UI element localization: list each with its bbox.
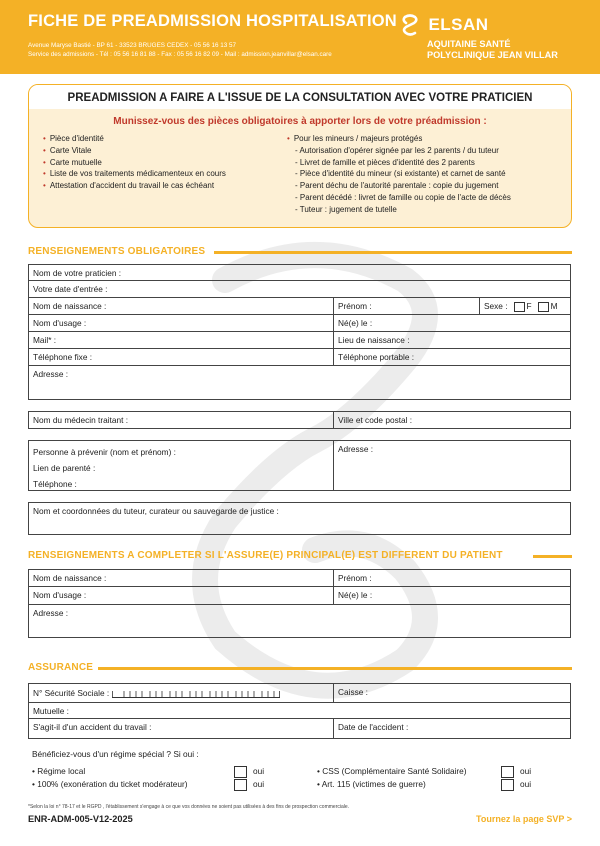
email-field[interactable]: Mail* :: [29, 332, 334, 348]
oui-label: oui: [253, 779, 265, 789]
caisse-field[interactable]: Caisse :: [338, 687, 368, 697]
brand-name: ELSAN: [428, 15, 489, 34]
css-label: • CSS (Complémentaire Santé Solidaire): [317, 766, 467, 776]
required-documents-box: [28, 84, 572, 228]
brand-subtitle-1: AQUITAINE SANTÉ: [427, 39, 511, 49]
documents-list-right: [287, 133, 571, 216]
insured-usage-name-field[interactable]: Nom d'usage :: [29, 587, 334, 604]
address-field[interactable]: Adresse :: [33, 369, 69, 379]
mutuelle-field[interactable]: Mutuelle :: [33, 706, 69, 716]
mandatory-info-form: [28, 264, 571, 535]
css-checkbox[interactable]: [501, 766, 514, 778]
section-rule: [533, 555, 572, 558]
birth-place-field[interactable]: Lieu de naissance :: [338, 335, 410, 345]
section-rule: [98, 667, 572, 670]
regime-local-checkbox[interactable]: [234, 766, 247, 778]
accident-date-field[interactable]: Date de l'accident :: [338, 722, 409, 732]
birth-name-field[interactable]: Nom de naissance :: [29, 298, 334, 314]
insured-address-field[interactable]: Adresse :: [33, 608, 69, 618]
birth-date-field[interactable]: Né(e) le :: [338, 318, 373, 328]
insured-first-name-field[interactable]: Prénom :: [338, 573, 372, 583]
elsan-logo: [400, 14, 580, 61]
section-heading-mandatory: RENSEIGNEMENTS OBLIGATOIRES: [28, 246, 206, 257]
city-postal-field[interactable]: Ville et code postal :: [338, 415, 413, 425]
sex-f-checkbox[interactable]: [514, 302, 525, 312]
list-item: - Pièce d'identité du mineur (si existante) et carnet de santé: [295, 169, 506, 179]
first-name-field[interactable]: Prénom :: [334, 298, 480, 314]
list-item: - Tuteur : jugement de tutelle: [295, 204, 397, 214]
work-accident-field[interactable]: S'agit-il d'un accident du travail :: [29, 719, 334, 738]
list-item: • Pour les mineurs / majeurs protégés: [287, 134, 423, 143]
elsan-mark-icon: [400, 14, 420, 36]
landline-field[interactable]: Téléphone fixe :: [29, 349, 334, 365]
date-entree-field[interactable]: Votre date d'entrée :: [33, 284, 108, 294]
art115-label: • Art. 115 (victimes de guerre): [317, 779, 426, 789]
sex-field: Sexe : F M: [484, 301, 558, 311]
insured-birth-name-field[interactable]: Nom de naissance :: [29, 570, 334, 586]
list-item: - Parent décédé : livret de famille ou copie de l'acte de décès: [295, 192, 511, 202]
list-item: • Pièce d'identité: [43, 134, 104, 143]
notice-title: PREADMISSION A FAIRE A L'ISSUE DE LA CONSULTATION AVEC VOTRE PRATICIEN: [29, 85, 571, 109]
header-banner: [0, 0, 600, 74]
address-line-2: Service des admissions - Tél : 05 56 16 81 88 - Fax : 05 56 16 82 09 - Mail : admission.jeanvillar@elsan.care: [28, 51, 332, 58]
list-item: - Autorisation d'opérer signée par les 2 parents / du tuteur: [295, 145, 499, 155]
oui-label: oui: [520, 779, 532, 789]
insurance-form: [28, 683, 571, 739]
list-item: • Attestation d'accident du travail le cas échéant: [43, 181, 215, 191]
list-item: - Parent déchu de l'autorité parentale : copie du jugement: [295, 181, 499, 191]
doctor-field[interactable]: Nom du médecin traitant :: [29, 412, 334, 428]
contact-person-field[interactable]: Personne à prévenir (nom et prénom) : Lien de parenté : Téléphone :: [29, 441, 334, 490]
exoneration-label: • 100% (exonération du ticket modérateur): [32, 779, 188, 789]
sex-m-checkbox[interactable]: [538, 302, 549, 312]
list-item: • Carte Vitale: [43, 145, 92, 155]
mobile-field[interactable]: Téléphone portable :: [338, 352, 415, 362]
guardian-field[interactable]: Nom et coordonnées du tuteur, curateur ou sauvegarde de justice :: [33, 506, 279, 516]
exoneration-checkbox[interactable]: [234, 779, 247, 791]
notice-subtitle: Munissez-vous des pièces obligatoires à apporter lors de votre préadmission :: [113, 116, 487, 127]
list-item: • Carte mutuelle: [43, 157, 102, 167]
praticien-field[interactable]: Nom de votre praticien :: [33, 268, 122, 278]
insured-birth-date-field[interactable]: Né(e) le :: [338, 590, 373, 600]
art115-checkbox[interactable]: [501, 779, 514, 791]
section-heading-insurance: ASSURANCE: [28, 662, 94, 673]
address-line-1: Avenue Maryse Bastié - BP 61 - 33523 BRUGES CEDEX - 05 56 16 13 57: [28, 42, 237, 49]
list-item: • Liste de vos traitements médicamenteux en cours: [43, 169, 226, 179]
regime-local-label: • Régime local: [32, 766, 86, 776]
section-heading-insured: RENSEIGNEMENTS A COMPLETER SI L'ASSURE(E) PRINCIPAL(E) EST DIFFERENT DU PATIENT: [28, 550, 503, 561]
contact-address-field[interactable]: Adresse :: [338, 444, 374, 454]
oui-label: oui: [253, 766, 265, 776]
documents-list-left: [29, 133, 287, 216]
insured-form: [28, 569, 571, 638]
section-rule: [214, 251, 572, 254]
gdpr-note: *Selon la loi n° 78-17 et le RGPD , l'établissement s'engage à ce que vos données ne soient pas utilisées à des fins de prospection commerciale.: [28, 804, 350, 810]
document-reference: ENR-ADM-005-V12-2025: [28, 814, 133, 824]
digit-boxes: [112, 688, 280, 698]
list-item: - Livret de famille et pièces d'identité des 2 parents: [295, 157, 475, 167]
turn-page-link: Tournez la page SVP >: [476, 814, 572, 824]
special-regime-block: [32, 748, 572, 791]
oui-label: oui: [520, 766, 532, 776]
page-title: FICHE DE PREADMISSION HOSPITALISATION: [28, 12, 397, 30]
brand-subtitle-2: POLYCLINIQUE JEAN VILLAR: [427, 50, 558, 60]
social-security-field[interactable]: N° Sécurité Sociale :: [29, 684, 334, 702]
regime-question: Bénéficiez-vous d'un régime spécial ? Si oui :: [32, 749, 199, 759]
usage-name-field[interactable]: Nom d'usage :: [29, 315, 334, 331]
